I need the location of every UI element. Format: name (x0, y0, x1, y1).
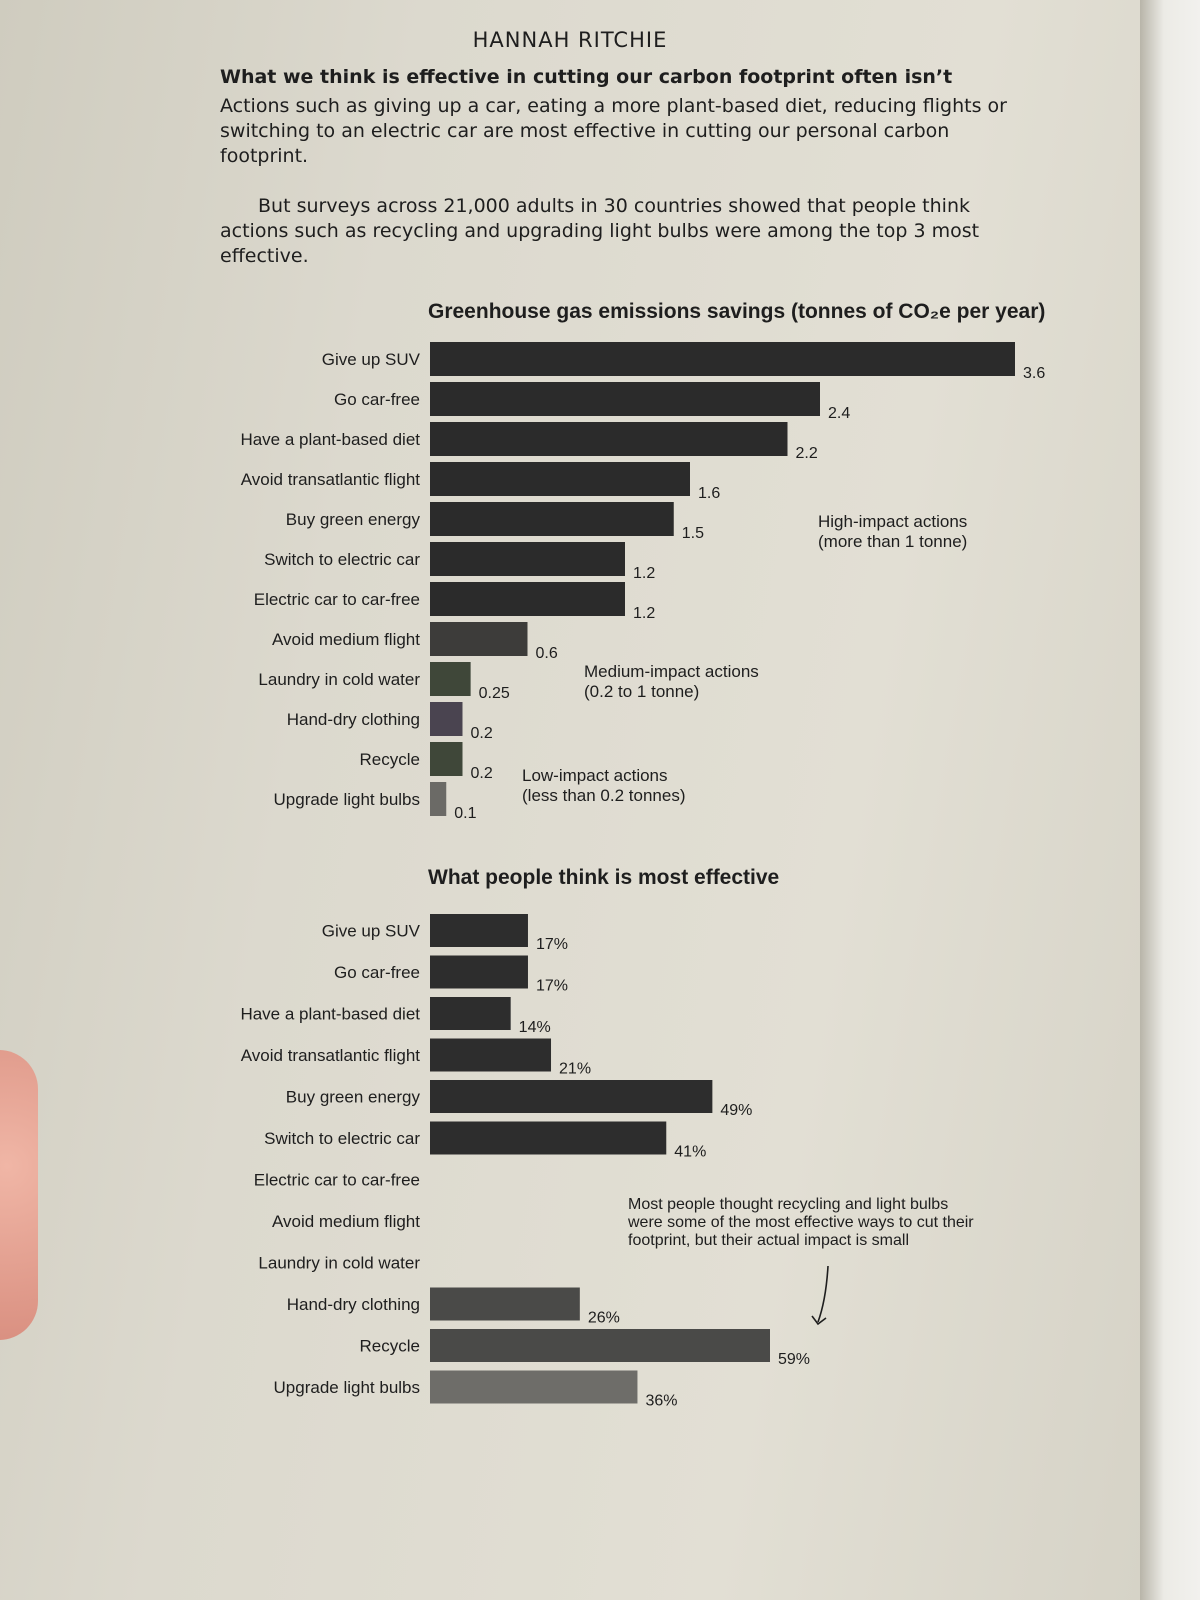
medium-impact-line-2: (0.2 to 1 tonne) (584, 682, 700, 701)
chart2-bar (430, 956, 528, 989)
chart2-category-label: Switch to electric car (264, 1129, 420, 1148)
chart1-value-label: 0.6 (535, 645, 558, 662)
chart1-bar (430, 422, 788, 456)
chart1-bar (430, 622, 528, 656)
chart1-value-label: 1.6 (698, 485, 721, 502)
chart2-value-label: 36% (645, 1392, 678, 1410)
chart1-category-label: Have a plant-based diet (240, 430, 420, 449)
chart1-bar (430, 742, 463, 776)
chart1-bar (430, 702, 463, 736)
running-head: HANNAH RITCHIE (472, 28, 668, 52)
chart2-category-label: Go car-free (334, 963, 420, 982)
paragraph-1: Actions such as giving up a car, eating a more plant-based diet, reducing flights or switching to an electric car are most effective in cutting our personal carbon footprint. (220, 95, 1007, 167)
chart2-category-label: Have a plant-based diet (240, 1004, 420, 1024)
chart2-value-label: 14% (518, 1019, 551, 1036)
medium-impact-line-1: Medium-impact actions (584, 662, 759, 681)
survey-note-line-3: footprint, but their actual impact is small (628, 1232, 910, 1249)
chart1-bar (430, 782, 446, 816)
chart1-category-label: Upgrade light bulbs (273, 790, 420, 809)
chart1-value-label: 0.25 (478, 685, 510, 702)
chart2-bar (430, 1329, 770, 1362)
chart1-category-label: Avoid medium flight (271, 630, 420, 649)
high-impact-line-1: High-impact actions (818, 512, 968, 531)
chart2-bar (430, 1288, 580, 1321)
chart2-category-label: Laundry in cold water (258, 1253, 420, 1273)
chart1-bar (430, 462, 690, 496)
chart1-category-label: Buy green energy (285, 510, 420, 529)
chart1-category-label: Hand-dry clothing (286, 710, 420, 729)
paragraph-2: But surveys across 21,000 adults in 30 countries showed that people think actions such as recycling and upgrading light bulbs were among the top 3 most effective. (220, 195, 980, 267)
chart1-category-label: Recycle (359, 750, 420, 769)
chart2-title: What people think is most effective (428, 866, 780, 889)
chart2-value-label: 49% (720, 1102, 753, 1119)
chart1-bar (430, 342, 1015, 376)
chart1-bar (430, 542, 625, 576)
chart2-category-label: Upgrade light bulbs (273, 1378, 420, 1397)
chart2-bar (430, 997, 511, 1030)
chart2-value-label: 26% (587, 1309, 620, 1327)
chart2-bar (430, 1371, 637, 1404)
chart2-category-label: Buy green energy (285, 1087, 420, 1107)
chart2-category-label: Give up SUV (321, 921, 420, 941)
low-impact-line-1: Low-impact actions (522, 766, 668, 785)
chart2-bar (430, 1122, 666, 1155)
chart1-category-label: Laundry in cold water (258, 670, 420, 689)
chart1-category-label: Switch to electric car (264, 550, 420, 569)
chart1-category-label: Avoid transatlantic flight (240, 470, 420, 489)
survey-note-line-2: were some of the most effective ways to cut their (628, 1214, 974, 1231)
chart2-category-label: Electric car to car-free (253, 1170, 420, 1190)
chart1-value-label: 1.2 (633, 565, 656, 582)
survey-note-arrow-line (818, 1266, 828, 1322)
chart2-bar (430, 1080, 712, 1113)
chart1-value-label: 0.2 (470, 765, 493, 782)
chart2-category-label: Avoid transatlantic flight (240, 1046, 420, 1065)
chart1-category-label: Go car-free (334, 390, 420, 409)
chart1-value-label: 3.6 (1023, 365, 1046, 382)
chart1-bar (430, 662, 471, 696)
low-impact-line-2: (less than 0.2 tonnes) (522, 786, 686, 805)
chart2-bar (430, 914, 528, 947)
chart1-category-label: Give up SUV (321, 350, 420, 369)
chart2-category-label: Recycle (359, 1336, 420, 1356)
survey-note-line-1: Most people thought recycling and light bulbs (628, 1196, 949, 1213)
chart1-bar (430, 502, 674, 536)
high-impact-line-2: (more than 1 tonne) (818, 532, 968, 551)
chart1-value-label: 2.2 (795, 445, 818, 462)
chart2-bar (430, 1039, 551, 1072)
chart1-category-label: Electric car to car-free (253, 590, 420, 609)
chart1-title: Greenhouse gas emissions savings (tonnes of CO₂e per year) (428, 300, 1046, 323)
chart1-value-label: 0.2 (470, 725, 493, 742)
chart1-value-label: 1.5 (681, 525, 704, 542)
chart2-value-label: 17% (535, 977, 568, 995)
chart1-value-label: 1.2 (633, 605, 656, 622)
chart2-category-label: Avoid medium flight (271, 1212, 420, 1231)
chart1-value-label: 2.4 (828, 405, 851, 422)
chart2-category-label: Hand-dry clothing (286, 1295, 420, 1314)
chart2-value-label: 41% (674, 1143, 707, 1161)
chart2-value-label: 21% (559, 1060, 592, 1078)
chart1-bar (430, 382, 820, 416)
chart1-bar (430, 582, 625, 616)
section-heading: What we think is effective in cutting our carbon footprint often isn’t (220, 66, 953, 88)
chart2-value-label: 17% (535, 936, 568, 953)
chart2-value-label: 59% (778, 1351, 811, 1368)
chart1-value-label: 0.1 (454, 805, 477, 822)
